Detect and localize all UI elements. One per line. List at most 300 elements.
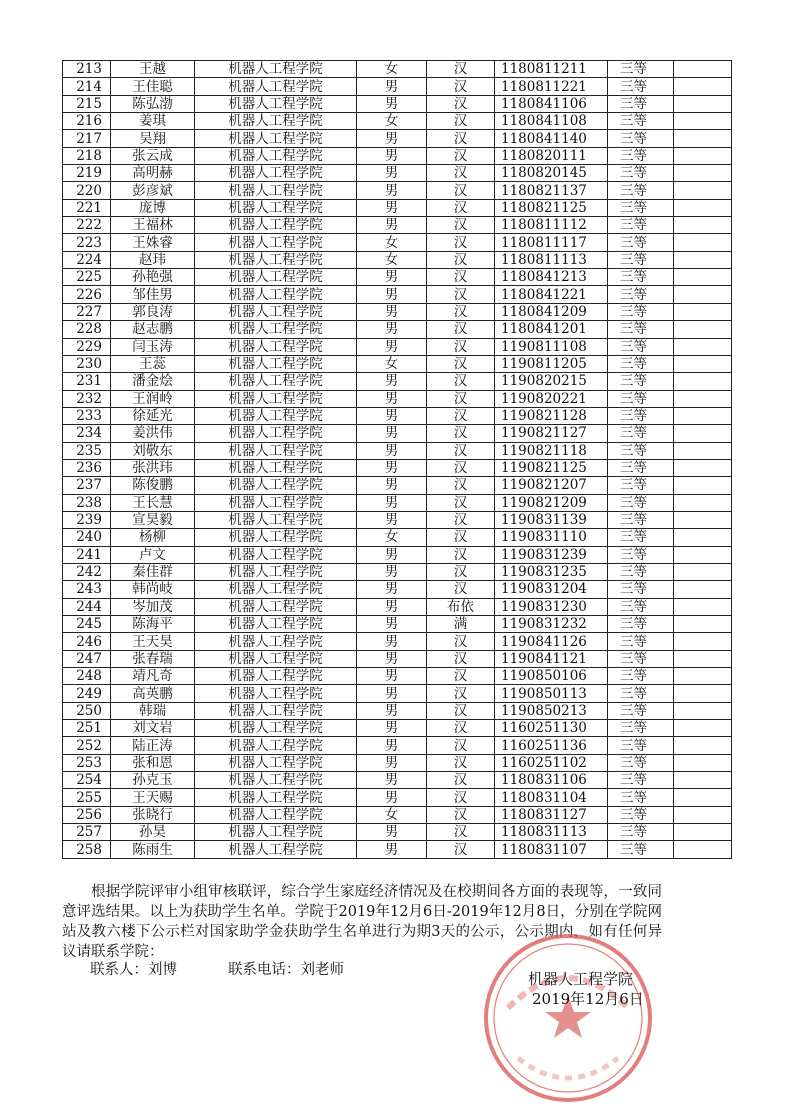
aid-grade-cell: 三等: [608, 702, 674, 719]
student-name-cell: 孙克玉: [111, 772, 195, 789]
aid-grade-cell: 三等: [608, 668, 674, 685]
row-number-cell: 256: [63, 806, 111, 823]
table-row: [63, 303, 732, 320]
college-name-cell: 机器人工程学院: [195, 685, 357, 702]
blank-cell: [674, 511, 732, 528]
student-name-cell: 刘敬东: [111, 442, 195, 459]
blank-cell: [674, 425, 732, 442]
college-name-cell: 机器人工程学院: [195, 650, 357, 667]
gender-cell: 男: [357, 442, 427, 459]
college-name-cell: 机器人工程学院: [195, 61, 357, 78]
gender-cell: 男: [357, 754, 427, 771]
gender-cell: 女: [357, 251, 427, 268]
college-name-cell: 机器人工程学院: [195, 95, 357, 112]
student-id-cell: 1190831204: [495, 581, 608, 598]
student-id-cell: 1190831110: [495, 529, 608, 546]
table-row: [63, 165, 732, 182]
student-id-cell: 1190811108: [495, 338, 608, 355]
ethnicity-cell: 汉: [427, 841, 495, 858]
student-id-cell: 1180821137: [495, 182, 608, 199]
gender-cell: 男: [357, 668, 427, 685]
college-name-cell: 机器人工程学院: [195, 165, 357, 182]
row-number-cell: 249: [63, 685, 111, 702]
table-body: [63, 61, 732, 859]
college-name-cell: 机器人工程学院: [195, 616, 357, 633]
table-row: [63, 841, 732, 858]
gender-cell: 女: [357, 529, 427, 546]
aid-grade-cell: 三等: [608, 598, 674, 615]
gender-cell: 女: [357, 113, 427, 130]
ethnicity-cell: 汉: [427, 459, 495, 476]
blank-cell: [674, 286, 732, 303]
college-name-cell: 机器人工程学院: [195, 563, 357, 580]
student-id-cell: 1190831139: [495, 511, 608, 528]
ethnicity-cell: 汉: [427, 373, 495, 390]
aid-grade-cell: 三等: [608, 459, 674, 476]
student-name-cell: 庞博: [111, 199, 195, 216]
ethnicity-cell: 汉: [427, 199, 495, 216]
student-name-cell: 姜琪: [111, 113, 195, 130]
ethnicity-cell: 汉: [427, 633, 495, 650]
gender-cell: 男: [357, 841, 427, 858]
college-name-cell: 机器人工程学院: [195, 477, 357, 494]
row-number-cell: 252: [63, 737, 111, 754]
contact-phone: 联系电话：刘老师: [228, 962, 344, 978]
aid-grade-cell: 三等: [608, 806, 674, 823]
student-id-cell: 1180841209: [495, 303, 608, 320]
aid-grade-cell: 三等: [608, 321, 674, 338]
row-number-cell: 233: [63, 407, 111, 424]
student-id-cell: 1190821127: [495, 425, 608, 442]
ethnicity-cell: 汉: [427, 95, 495, 112]
student-name-cell: 陆正涛: [111, 737, 195, 754]
gender-cell: 男: [357, 130, 427, 147]
student-id-cell: 1190821125: [495, 459, 608, 476]
blank-cell: [674, 598, 732, 615]
row-number-cell: 250: [63, 702, 111, 719]
college-name-cell: 机器人工程学院: [195, 806, 357, 823]
student-id-cell: 1180821125: [495, 199, 608, 216]
aid-grade-cell: 三等: [608, 338, 674, 355]
table-row: [63, 113, 732, 130]
gender-cell: 男: [357, 685, 427, 702]
student-name-cell: 王福林: [111, 217, 195, 234]
student-id-cell: 1180841140: [495, 130, 608, 147]
aid-grade-cell: 三等: [608, 772, 674, 789]
table-row: [63, 529, 732, 546]
student-name-cell: 韩尚岐: [111, 581, 195, 598]
college-name-cell: 机器人工程学院: [195, 78, 357, 95]
college-name-cell: 机器人工程学院: [195, 130, 357, 147]
gender-cell: 男: [357, 425, 427, 442]
gender-cell: 男: [357, 789, 427, 806]
ethnicity-cell: 汉: [427, 425, 495, 442]
college-name-cell: 机器人工程学院: [195, 390, 357, 407]
aid-grade-cell: 三等: [608, 563, 674, 580]
ethnicity-cell: 汉: [427, 806, 495, 823]
gender-cell: 男: [357, 650, 427, 667]
row-number-cell: 217: [63, 130, 111, 147]
row-number-cell: 230: [63, 355, 111, 372]
table-row: [63, 199, 732, 216]
table-row: [63, 720, 732, 737]
aid-grade-cell: 三等: [608, 442, 674, 459]
gender-cell: 女: [357, 806, 427, 823]
row-number-cell: 220: [63, 182, 111, 199]
student-name-cell: 陈雨生: [111, 841, 195, 858]
ethnicity-cell: 汉: [427, 130, 495, 147]
aid-grade-cell: 三等: [608, 546, 674, 563]
aid-grade-cell: 三等: [608, 234, 674, 251]
student-id-cell: 1180820111: [495, 147, 608, 164]
row-number-cell: 218: [63, 147, 111, 164]
gender-cell: 男: [357, 546, 427, 563]
row-number-cell: 215: [63, 95, 111, 112]
blank-cell: [674, 182, 732, 199]
table-row: [63, 234, 732, 251]
aid-grade-cell: 三等: [608, 477, 674, 494]
student-id-cell: 1180811211: [495, 61, 608, 78]
aid-grade-cell: 三等: [608, 199, 674, 216]
student-name-cell: 王佳聪: [111, 78, 195, 95]
aid-grade-cell: 三等: [608, 720, 674, 737]
table-row: [63, 442, 732, 459]
blank-cell: [674, 373, 732, 390]
gender-cell: 男: [357, 737, 427, 754]
aid-grade-cell: 三等: [608, 78, 674, 95]
ethnicity-cell: 汉: [427, 494, 495, 511]
aid-grade-cell: 三等: [608, 425, 674, 442]
ethnicity-cell: 汉: [427, 546, 495, 563]
table-row: [63, 373, 732, 390]
gender-cell: 男: [357, 477, 427, 494]
blank-cell: [674, 616, 732, 633]
student-name-cell: 吴翔: [111, 130, 195, 147]
student-name-cell: 陈海平: [111, 616, 195, 633]
table-row: [63, 633, 732, 650]
table-row: [63, 95, 732, 112]
student-name-cell: 张洪玮: [111, 459, 195, 476]
row-number-cell: 241: [63, 546, 111, 563]
table-row: [63, 668, 732, 685]
signature-date: 2019年12月6日: [532, 990, 644, 1008]
row-number-cell: 255: [63, 789, 111, 806]
row-number-cell: 223: [63, 234, 111, 251]
ethnicity-cell: 汉: [427, 789, 495, 806]
row-number-cell: 247: [63, 650, 111, 667]
ethnicity-cell: 汉: [427, 668, 495, 685]
aid-grade-cell: 三等: [608, 165, 674, 182]
row-number-cell: 242: [63, 563, 111, 580]
blank-cell: [674, 477, 732, 494]
student-id-cell: 1190821207: [495, 477, 608, 494]
row-number-cell: 244: [63, 598, 111, 615]
student-name-cell: 郭良涛: [111, 303, 195, 320]
student-name-cell: 闫玉涛: [111, 338, 195, 355]
aid-grade-cell: 三等: [608, 685, 674, 702]
ethnicity-cell: 汉: [427, 234, 495, 251]
blank-cell: [674, 130, 732, 147]
blank-cell: [674, 113, 732, 130]
row-number-cell: 234: [63, 425, 111, 442]
aid-grade-cell: 三等: [608, 355, 674, 372]
row-number-cell: 229: [63, 338, 111, 355]
student-id-cell: 1190850106: [495, 668, 608, 685]
blank-cell: [674, 390, 732, 407]
aid-grade-cell: 三等: [608, 494, 674, 511]
college-name-cell: 机器人工程学院: [195, 442, 357, 459]
ethnicity-cell: 汉: [427, 390, 495, 407]
blank-cell: [674, 95, 732, 112]
ethnicity-cell: 汉: [427, 772, 495, 789]
college-name-cell: 机器人工程学院: [195, 459, 357, 476]
gender-cell: 男: [357, 217, 427, 234]
aid-recipient-table: [62, 60, 732, 859]
blank-cell: [674, 61, 732, 78]
student-id-cell: 1190821118: [495, 442, 608, 459]
student-id-cell: 1180841221: [495, 286, 608, 303]
student-name-cell: 王越: [111, 61, 195, 78]
table-row: [63, 182, 732, 199]
student-id-cell: 1180811221: [495, 78, 608, 95]
aid-grade-cell: 三等: [608, 824, 674, 841]
row-number-cell: 248: [63, 668, 111, 685]
row-number-cell: 216: [63, 113, 111, 130]
student-name-cell: 靖凡奇: [111, 668, 195, 685]
student-id-cell: 1180831107: [495, 841, 608, 858]
row-number-cell: 224: [63, 251, 111, 268]
gender-cell: 男: [357, 407, 427, 424]
table-row: [63, 581, 732, 598]
table-row: [63, 789, 732, 806]
aid-grade-cell: 三等: [608, 789, 674, 806]
blank-cell: [674, 321, 732, 338]
gender-cell: 男: [357, 373, 427, 390]
student-name-cell: 姜洪伟: [111, 425, 195, 442]
college-name-cell: 机器人工程学院: [195, 303, 357, 320]
gender-cell: 男: [357, 182, 427, 199]
blank-cell: [674, 407, 732, 424]
student-name-cell: 王天赐: [111, 789, 195, 806]
student-id-cell: 1190820215: [495, 373, 608, 390]
college-name-cell: 机器人工程学院: [195, 668, 357, 685]
student-name-cell: 孙昊: [111, 824, 195, 841]
college-name-cell: 机器人工程学院: [195, 234, 357, 251]
ethnicity-cell: 汉: [427, 113, 495, 130]
blank-cell: [674, 303, 732, 320]
gender-cell: 女: [357, 234, 427, 251]
blank-cell: [674, 685, 732, 702]
gender-cell: 男: [357, 321, 427, 338]
aid-grade-cell: 三等: [608, 737, 674, 754]
ethnicity-cell: 汉: [427, 251, 495, 268]
gender-cell: 男: [357, 286, 427, 303]
table-row: [63, 251, 732, 268]
ethnicity-cell: 汉: [427, 217, 495, 234]
row-number-cell: 236: [63, 459, 111, 476]
ethnicity-cell: 汉: [427, 338, 495, 355]
row-number-cell: 257: [63, 824, 111, 841]
row-number-cell: 232: [63, 390, 111, 407]
row-number-cell: 258: [63, 841, 111, 858]
college-name-cell: 机器人工程学院: [195, 373, 357, 390]
row-number-cell: 243: [63, 581, 111, 598]
student-name-cell: 潘金烩: [111, 373, 195, 390]
table-row: [63, 650, 732, 667]
aid-grade-cell: 三等: [608, 373, 674, 390]
blank-cell: [674, 772, 732, 789]
student-name-cell: 邹佳男: [111, 286, 195, 303]
table-row: [63, 685, 732, 702]
student-id-cell: 1180841108: [495, 113, 608, 130]
row-number-cell: 235: [63, 442, 111, 459]
ethnicity-cell: 汉: [427, 321, 495, 338]
gender-cell: 男: [357, 824, 427, 841]
ethnicity-cell: 汉: [427, 650, 495, 667]
gender-cell: 男: [357, 390, 427, 407]
aid-grade-cell: 三等: [608, 841, 674, 858]
table-row: [63, 459, 732, 476]
student-id-cell: 1190811205: [495, 355, 608, 372]
gender-cell: 女: [357, 355, 427, 372]
ethnicity-cell: 汉: [427, 147, 495, 164]
table-row: [63, 754, 732, 771]
student-id-cell: 1180831113: [495, 824, 608, 841]
student-name-cell: 张和恩: [111, 754, 195, 771]
college-name-cell: 机器人工程学院: [195, 199, 357, 216]
table-row: [63, 61, 732, 78]
student-name-cell: 赵志鹏: [111, 321, 195, 338]
aid-grade-cell: 三等: [608, 147, 674, 164]
gender-cell: 男: [357, 702, 427, 719]
student-name-cell: 孙艳强: [111, 269, 195, 286]
table-row: [63, 772, 732, 789]
student-id-cell: 1190841121: [495, 650, 608, 667]
aid-grade-cell: 三等: [608, 754, 674, 771]
student-id-cell: 1180831127: [495, 806, 608, 823]
gender-cell: 男: [357, 563, 427, 580]
student-id-cell: 1180841213: [495, 269, 608, 286]
college-name-cell: 机器人工程学院: [195, 754, 357, 771]
blank-cell: [674, 581, 732, 598]
aid-grade-cell: 三等: [608, 95, 674, 112]
blank-cell: [674, 824, 732, 841]
student-name-cell: 赵玮: [111, 251, 195, 268]
student-name-cell: 彭彦斌: [111, 182, 195, 199]
student-id-cell: 1180841201: [495, 321, 608, 338]
aid-grade-cell: 三等: [608, 61, 674, 78]
college-name-cell: 机器人工程学院: [195, 789, 357, 806]
student-id-cell: 1190831232: [495, 616, 608, 633]
blank-cell: [674, 147, 732, 164]
gender-cell: 男: [357, 616, 427, 633]
student-id-cell: 1160251130: [495, 720, 608, 737]
row-number-cell: 221: [63, 199, 111, 216]
ethnicity-cell: 汉: [427, 61, 495, 78]
aid-grade-cell: 三等: [608, 529, 674, 546]
table-row: [63, 477, 732, 494]
table-row: [63, 425, 732, 442]
red-official-seal-icon: [478, 928, 658, 1108]
student-name-cell: 高明赫: [111, 165, 195, 182]
aid-grade-cell: 三等: [608, 182, 674, 199]
gender-cell: 女: [357, 61, 427, 78]
blank-cell: [674, 806, 732, 823]
student-id-cell: 1180811117: [495, 234, 608, 251]
student-id-cell: 1190821209: [495, 494, 608, 511]
blank-cell: [674, 737, 732, 754]
table-row: [63, 269, 732, 286]
student-name-cell: 刘文岩: [111, 720, 195, 737]
ethnicity-cell: 汉: [427, 685, 495, 702]
gender-cell: 男: [357, 581, 427, 598]
row-number-cell: 214: [63, 78, 111, 95]
ethnicity-cell: 汉: [427, 824, 495, 841]
aid-grade-cell: 三等: [608, 511, 674, 528]
blank-cell: [674, 217, 732, 234]
table-row: [63, 390, 732, 407]
college-name-cell: 机器人工程学院: [195, 702, 357, 719]
student-name-cell: 王长慧: [111, 494, 195, 511]
row-number-cell: 245: [63, 616, 111, 633]
ethnicity-cell: 汉: [427, 581, 495, 598]
blank-cell: [674, 702, 732, 719]
ethnicity-cell: 汉: [427, 529, 495, 546]
student-name-cell: 王蕊: [111, 355, 195, 372]
college-name-cell: 机器人工程学院: [195, 425, 357, 442]
table-row: [63, 702, 732, 719]
table-row: [63, 824, 732, 841]
college-name-cell: 机器人工程学院: [195, 841, 357, 858]
blank-cell: [674, 338, 732, 355]
student-id-cell: 1190831239: [495, 546, 608, 563]
student-id-cell: 1160251102: [495, 754, 608, 771]
ethnicity-cell: 汉: [427, 269, 495, 286]
aid-grade-cell: 三等: [608, 650, 674, 667]
gender-cell: 男: [357, 269, 427, 286]
row-number-cell: 253: [63, 754, 111, 771]
gender-cell: 男: [357, 459, 427, 476]
gender-cell: 男: [357, 147, 427, 164]
table-row: [63, 286, 732, 303]
ethnicity-cell: 汉: [427, 737, 495, 754]
blank-cell: [674, 789, 732, 806]
ethnicity-cell: 布依: [427, 598, 495, 615]
row-number-cell: 237: [63, 477, 111, 494]
student-id-cell: 1190831235: [495, 563, 608, 580]
gender-cell: 男: [357, 303, 427, 320]
student-name-cell: 宣昊毅: [111, 511, 195, 528]
aid-grade-cell: 三等: [608, 251, 674, 268]
table-row: [63, 338, 732, 355]
gender-cell: 男: [357, 494, 427, 511]
table-row: [63, 78, 732, 95]
aid-grade-cell: 三等: [608, 633, 674, 650]
ethnicity-cell: 汉: [427, 477, 495, 494]
blank-cell: [674, 668, 732, 685]
row-number-cell: 240: [63, 529, 111, 546]
student-name-cell: 岑加茂: [111, 598, 195, 615]
gender-cell: 男: [357, 511, 427, 528]
aid-grade-cell: 三等: [608, 269, 674, 286]
signature-org: 机器人工程学院: [528, 970, 634, 988]
contact-person: 联系人：刘博: [90, 962, 177, 978]
blank-cell: [674, 459, 732, 476]
aid-grade-cell: 三等: [608, 286, 674, 303]
row-number-cell: 254: [63, 772, 111, 789]
ethnicity-cell: 汉: [427, 303, 495, 320]
student-name-cell: 张春瑞: [111, 650, 195, 667]
